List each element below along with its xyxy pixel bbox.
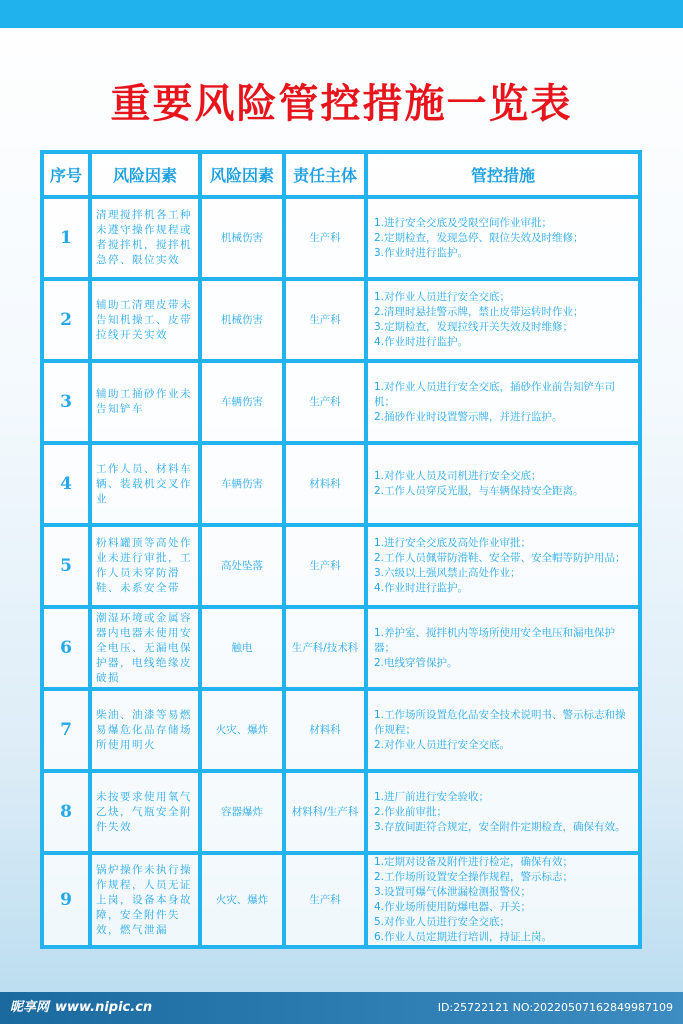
risk-factor: 未按要求使用氧气乙炔，气瓶安全附件失效 — [90, 771, 200, 853]
risk-factor: 工作人员、材料车辆、装载机交叉作业 — [90, 443, 200, 525]
measure-item: 1.对作业人员进行安全交底； — [374, 291, 511, 303]
measure-item: 2.作业前审批； — [374, 805, 448, 818]
table-row — [42, 197, 640, 279]
responsible-party: 材料科/生产科 — [284, 771, 366, 853]
responsible-party: 材料科 — [284, 689, 366, 771]
watermark-logo-text: 昵享网 — [10, 1000, 50, 1015]
row-number: 9 — [42, 853, 90, 947]
risk-factor: 辅助工清理皮带未告知机操工、皮带拉线开关实效 — [90, 279, 200, 361]
row-number: 2 — [42, 279, 90, 361]
measure-item: 1.对作业人员及司机进行安全交底； — [374, 470, 542, 482]
page-title: 重要风险管控措施一览表 — [110, 81, 573, 127]
risk-type: 触电 — [200, 607, 284, 689]
watermark-bar — [0, 992, 683, 1024]
risk-type: 车辆伤害 — [200, 361, 284, 443]
responsible-party: 生产科 — [284, 525, 366, 607]
responsible-party: 材料科 — [284, 443, 366, 525]
measure-item: 2.捅砂作业时设置警示牌，并进行监护。 — [374, 410, 563, 423]
table-header — [42, 152, 640, 197]
risk-type: 火灾、爆炸 — [200, 853, 284, 947]
row-number: 4 — [42, 443, 90, 525]
responsible-party: 生产科 — [284, 279, 366, 361]
row-number: 7 — [42, 689, 90, 771]
measure-item: 4.作业时进行监护。 — [374, 336, 469, 348]
header-owner: 责任主体 — [284, 152, 366, 197]
measure-item: 2.定期检查，发现急停、限位失效及时维修； — [374, 231, 584, 244]
measure-item: 2.工作人员佩带防滑鞋、安全带、安全帽等防护用品； — [374, 552, 626, 564]
control-measures — [366, 525, 640, 607]
measure-item: 1.进行安全交底及高处作业审批； — [374, 537, 532, 549]
measure-item: 3.存放间距符合规定，安全附件定期检查，确保有效。 — [374, 820, 626, 833]
measure-item: 1.工作场所设置危化品安全技术说明书、警示标志和操作规程； — [374, 708, 626, 736]
risk-table — [40, 150, 642, 949]
table-row — [42, 361, 640, 443]
risk-type: 高处坠落 — [200, 525, 284, 607]
table-row — [42, 689, 640, 771]
control-measures — [366, 443, 640, 525]
table-row — [42, 771, 640, 853]
control-measures — [366, 197, 640, 279]
responsible-party: 生产科/技术科 — [284, 607, 366, 689]
watermark-url: www.nipic.cn — [54, 1000, 153, 1015]
top-band — [0, 0, 683, 28]
measure-item: 3.设置可爆气体泄漏检测报警仪； — [374, 886, 532, 898]
measure-item: 4.作业场所使用防爆电器、开关； — [374, 901, 532, 913]
watermark-id: ID:25722121 NO:20220507162849987109 — [437, 1001, 673, 1014]
header-measures: 管控措施 — [366, 152, 640, 197]
risk-factor: 辅助工捅砂作业未告知铲车 — [90, 361, 200, 443]
measure-item: 2.对作业人员进行安全交底。 — [374, 738, 511, 751]
control-measures — [366, 607, 640, 689]
row-number: 8 — [42, 771, 90, 853]
risk-type: 车辆伤害 — [200, 443, 284, 525]
watermark-logo — [10, 996, 152, 1016]
measure-item: 1.进行安全交底及受限空间作业审批； — [374, 216, 553, 229]
risk-factor: 锅炉操作未执行操作规程，人员无证上岗，设备本身故障，安全附件失效，燃气泄漏 — [90, 853, 200, 947]
table-row — [42, 525, 640, 607]
table-row — [42, 853, 640, 947]
responsible-party: 生产科 — [284, 361, 366, 443]
control-measures — [366, 361, 640, 443]
header-no: 序号 — [42, 152, 90, 197]
control-measures — [366, 771, 640, 853]
control-measures — [366, 279, 640, 361]
risk-type: 机械伤害 — [200, 197, 284, 279]
risk-factor: 柴油、油漆等易燃易爆危化品存储场所使用明火 — [90, 689, 200, 771]
measure-item: 2.工作人员穿反光服，与车辆保持安全距离。 — [374, 485, 584, 497]
responsible-party: 生产科 — [284, 197, 366, 279]
measure-item: 4.作业时进行监护。 — [374, 582, 469, 594]
risk-factor: 潮湿环境或金属容器内电器未使用安全电压、无漏电保护器，电线绝缘皮破损 — [90, 607, 200, 689]
table-row — [42, 443, 640, 525]
measure-item: 3.六级以上强风禁止高处作业； — [374, 567, 521, 579]
row-number: 5 — [42, 525, 90, 607]
row-number: 6 — [42, 607, 90, 689]
measure-item: 6.作业人员定期进行培训，持证上岗。 — [374, 931, 553, 943]
table-row — [42, 607, 640, 689]
table-row — [42, 279, 640, 361]
row-number: 3 — [42, 361, 90, 443]
control-measures — [366, 689, 640, 771]
control-measures — [366, 853, 640, 947]
header-factor: 风险因素 — [90, 152, 200, 197]
measure-item: 2.电线穿管保护。 — [374, 656, 458, 669]
risk-factor: 粉料罐顶等高处作业未进行审批，工作人员未穿防滑鞋、未系安全带 — [90, 525, 200, 607]
measure-item: 5.对作业人员进行安全交底； — [374, 916, 511, 928]
measure-item: 2.清理时悬挂警示牌，禁止皮带运转时作业； — [374, 306, 584, 318]
risk-type: 机械伤害 — [200, 279, 284, 361]
measure-item: 2.工作场所设置安全操作规程，警示标志； — [374, 871, 574, 883]
header-type: 风险因素 — [200, 152, 284, 197]
measure-item: 1.对作业人员进行安全交底，捅砂作业前告知铲车司机； — [374, 380, 616, 408]
row-number: 1 — [42, 197, 90, 279]
measure-item: 1.进厂前进行安全验收； — [374, 790, 490, 803]
risk-type: 火灾、爆炸 — [200, 689, 284, 771]
measure-item: 3.作业时进行监护。 — [374, 246, 469, 259]
measure-item: 1.定期对设备及附件进行检定，确保有效； — [374, 856, 574, 868]
measure-item: 3.定期检查，发现拉线开关失效及时维修； — [374, 321, 574, 333]
risk-factor: 清理搅拌机各工种未遵守操作规程或者搅拌机，搅拌机急停、限位实效 — [90, 197, 200, 279]
risk-type: 容器爆炸 — [200, 771, 284, 853]
measure-item: 1.养护室、搅拌机内等场所使用安全电压和漏电保护器； — [374, 626, 616, 654]
responsible-party: 生产科 — [284, 853, 366, 947]
